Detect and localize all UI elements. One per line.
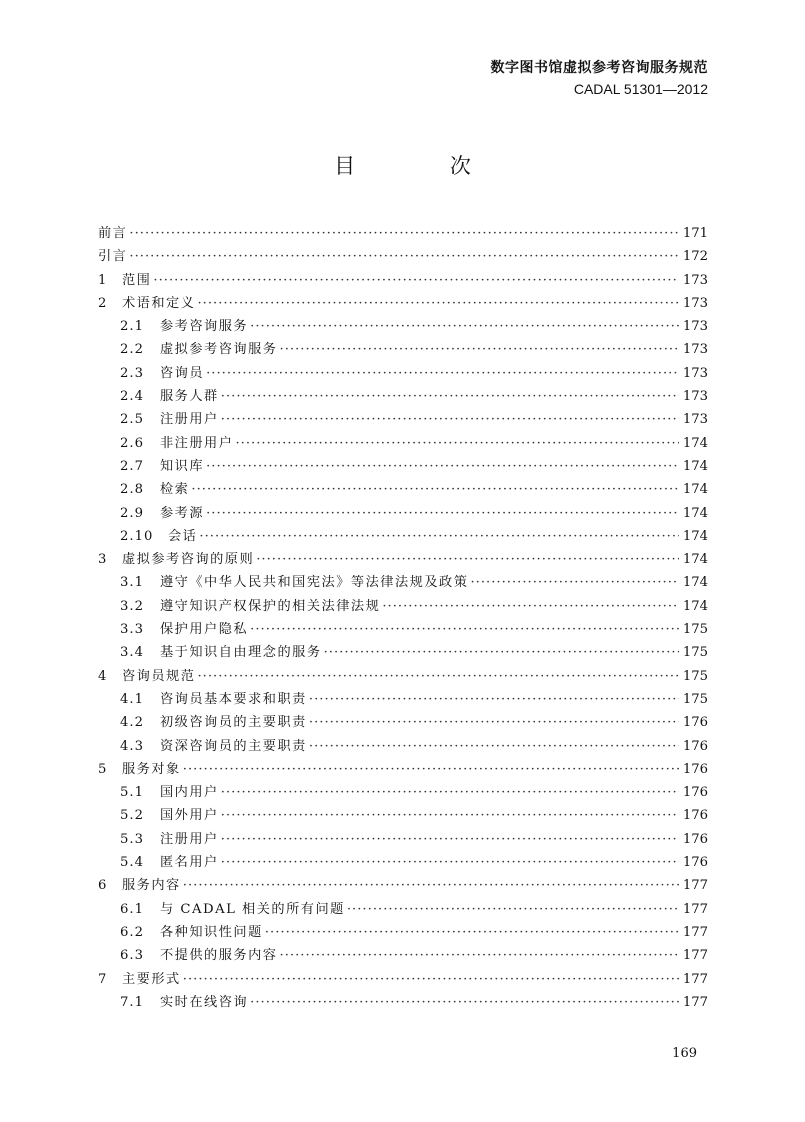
toc-entry[interactable]	[98, 315, 708, 338]
toc-entry-number: 3	[98, 552, 108, 568]
toc-leader-dots	[183, 968, 679, 991]
toc-entry-page: 174	[682, 598, 708, 614]
toc-entry[interactable]	[98, 968, 708, 991]
toc-leader-dots	[250, 315, 679, 338]
toc-leader-dots	[199, 525, 678, 548]
toc-entry-page: 171	[682, 226, 708, 241]
toc-entry-label: 会话	[168, 528, 198, 544]
toc-entry[interactable]	[98, 735, 708, 758]
toc-entry-label: 虚拟参考咨询服务	[160, 342, 278, 358]
toc-entry-number: 2	[98, 295, 108, 311]
toc-entry-number: 2.10	[120, 528, 154, 544]
toc-entry-label: 范围	[122, 272, 152, 288]
toc-entry-number: 3.3	[120, 622, 144, 638]
toc-entry-number: 2.1	[120, 319, 144, 335]
toc-entry-number: 2.8	[120, 482, 144, 498]
toc-entry-number: 3.4	[120, 645, 144, 661]
toc-entry[interactable]	[98, 851, 708, 874]
toc-entry-label: 非注册用户	[160, 435, 234, 451]
toc-entry[interactable]	[98, 571, 708, 594]
toc-entry-page: 175	[682, 645, 708, 661]
toc-entry-number: 3.2	[120, 598, 144, 614]
page-number: 169	[672, 1046, 697, 1061]
toc-entry-page: 174	[682, 575, 708, 591]
toc-entry-number: 7	[98, 971, 108, 987]
toc-leader-dots	[183, 758, 679, 781]
toc-entry-label: 保护用户隐私	[160, 622, 249, 638]
toc-entry-page: 174	[682, 505, 708, 521]
toc-entry-number: 4.1	[120, 691, 144, 707]
toc-entry[interactable]	[98, 641, 708, 664]
toc-leader-dots	[280, 944, 679, 967]
toc-entry-label: 服务内容	[122, 878, 181, 894]
toc-entry[interactable]	[98, 269, 708, 292]
toc-entry[interactable]	[98, 408, 708, 431]
toc-entry-label: 咨询员基本要求和职责	[160, 691, 307, 707]
toc-entry-label: 基于知识自由理念的服务	[160, 645, 322, 661]
toc-entry-page: 174	[682, 552, 708, 568]
toc-entry-label: 检索	[160, 482, 190, 498]
toc-leader-dots	[347, 898, 679, 921]
toc-entry-number: 4	[98, 668, 108, 684]
toc-entry-label: 参考咨询服务	[160, 319, 249, 335]
toc-entry[interactable]	[98, 898, 708, 921]
toc-entry-number: 2.6	[120, 435, 144, 451]
page-title: 目 次	[334, 154, 515, 178]
toc-entry[interactable]	[98, 385, 708, 408]
toc-entry-number: 5.2	[120, 808, 144, 824]
toc-entry[interactable]	[98, 548, 708, 571]
toc-entry-label: 与 CADAL 相关的所有问题	[160, 901, 345, 917]
toc-leader-dots	[470, 571, 678, 594]
toc-entry-number: 4.2	[120, 715, 144, 731]
toc-entry[interactable]	[98, 991, 708, 1014]
table-of-contents	[98, 222, 708, 1014]
toc-entry-number: 2.5	[120, 412, 144, 428]
toc-entry-label: 实时在线咨询	[160, 994, 249, 1010]
toc-entry-number: 5.3	[120, 831, 144, 847]
toc-entry-label: 遵守知识产权保护的相关法律法规	[160, 598, 381, 614]
toc-entry-page: 173	[682, 342, 708, 358]
toc-entry-page: 174	[682, 458, 708, 474]
toc-entry-number: 7.1	[120, 994, 144, 1010]
toc-leader-dots	[221, 408, 679, 431]
toc-entry-page: 176	[682, 715, 708, 731]
toc-entry[interactable]	[98, 292, 708, 315]
toc-leader-dots	[250, 991, 679, 1014]
document-code: CADAL 51301—2012	[573, 81, 708, 97]
toc-entry-page: 177	[682, 924, 708, 940]
toc-entry-page: 177	[682, 901, 708, 917]
toc-entry-label: 各种知识性问题	[160, 924, 263, 940]
toc-entry-label: 不提供的服务内容	[160, 948, 278, 964]
toc-entry-number: 3.1	[120, 575, 144, 591]
toc-entry[interactable]	[98, 874, 708, 897]
toc-entry[interactable]	[98, 525, 708, 548]
toc-entry-label: 服务人群	[160, 389, 219, 405]
toc-entry-page: 173	[682, 365, 708, 381]
toc-leader-dots	[256, 548, 679, 571]
toc-entry[interactable]	[98, 595, 708, 618]
toc-leader-dots	[221, 828, 679, 851]
toc-entry-number: 6.3	[120, 948, 144, 964]
toc-entry[interactable]	[98, 665, 708, 688]
toc-entry-label: 国内用户	[160, 785, 219, 801]
toc-entry-number: 6	[98, 878, 108, 894]
toc-entry[interactable]	[98, 245, 708, 268]
toc-entry-number: 6.2	[120, 924, 144, 940]
toc-entry[interactable]	[98, 944, 708, 967]
toc-entry-page: 173	[682, 272, 708, 288]
toc-entry[interactable]	[98, 921, 708, 944]
toc-entry-number: 5	[98, 761, 108, 777]
toc-entry-page: 173	[682, 389, 708, 405]
toc-entry-page: 177	[682, 971, 708, 987]
toc-entry-number: 2.4	[120, 389, 144, 405]
toc-entry-page: 177	[682, 948, 708, 964]
toc-entry[interactable]	[98, 711, 708, 734]
toc-entry[interactable]	[98, 432, 708, 455]
toc-leader-dots	[324, 641, 679, 664]
toc-entry-page: 173	[682, 319, 708, 335]
toc-entry-page: 176	[682, 855, 708, 871]
toc-leader-dots	[309, 688, 679, 711]
toc-entry-label: 注册用户	[160, 831, 219, 847]
toc-entry-label: 初级咨询员的主要职责	[160, 715, 307, 731]
toc-entry[interactable]	[98, 222, 708, 245]
toc-leader-dots	[309, 735, 679, 758]
toc-leader-dots	[197, 665, 678, 688]
toc-entry[interactable]	[98, 478, 708, 501]
toc-entry-number: 2.2	[120, 342, 144, 358]
toc-entry[interactable]	[98, 781, 708, 804]
toc-leader-dots	[153, 269, 678, 292]
toc-entry-label: 引言	[98, 249, 128, 265]
toc-entry-page: 176	[682, 738, 708, 754]
toc-leader-dots	[265, 921, 679, 944]
toc-leader-dots	[221, 781, 679, 804]
toc-entry[interactable]	[98, 618, 708, 641]
toc-entry-page: 175	[682, 622, 708, 638]
toc-entry-number: 6.1	[120, 901, 144, 917]
toc-entry-label: 前言	[98, 226, 128, 241]
toc-entry[interactable]	[98, 758, 708, 781]
toc-entry-page: 177	[682, 994, 708, 1010]
toc-entry-page: 173	[682, 412, 708, 428]
toc-leader-dots	[206, 502, 679, 525]
toc-leader-dots	[129, 245, 678, 268]
toc-entry[interactable]	[98, 502, 708, 525]
toc-entry[interactable]	[98, 455, 708, 478]
toc-entry-label: 注册用户	[160, 412, 219, 428]
document-title: 数字图书馆虚拟参考咨询服务规范	[490, 60, 708, 76]
toc-entry-page: 176	[682, 808, 708, 824]
toc-entry[interactable]	[98, 338, 708, 361]
toc-entry-page: 176	[682, 761, 708, 777]
toc-leader-dots	[280, 338, 679, 361]
toc-leader-dots	[221, 804, 679, 827]
toc-entry-page: 174	[682, 528, 708, 544]
toc-entry-page: 177	[682, 878, 708, 894]
toc-entry-page: 175	[682, 691, 708, 707]
toc-entry-page: 176	[682, 831, 708, 847]
toc-entry[interactable]	[98, 362, 708, 385]
toc-leader-dots	[309, 711, 679, 734]
toc-entry-label: 知识库	[160, 458, 205, 474]
toc-entry-number: 4.3	[120, 738, 144, 754]
toc-entry-number: 2.7	[120, 458, 144, 474]
toc-leader-dots	[221, 385, 679, 408]
toc-entry[interactable]	[98, 828, 708, 851]
toc-entry-label: 遵守《中华人民共和国宪法》等法律法规及政策	[160, 575, 469, 591]
toc-entry-number: 2.3	[120, 365, 144, 381]
toc-entry-label: 参考源	[160, 505, 205, 521]
toc-entry-number: 5.1	[120, 785, 144, 801]
toc-leader-dots	[206, 455, 679, 478]
toc-entry-label: 国外用户	[160, 808, 219, 824]
toc-entry-number: 1	[98, 272, 108, 288]
toc-leader-dots	[129, 222, 678, 245]
toc-entry-label: 资深咨询员的主要职责	[160, 738, 307, 754]
toc-entry-page: 174	[682, 435, 708, 451]
toc-leader-dots	[206, 362, 679, 385]
toc-leader-dots	[183, 874, 679, 897]
toc-entry-number: 5.4	[120, 855, 144, 871]
toc-leader-dots	[191, 478, 678, 501]
toc-entry-label: 咨询员规范	[122, 668, 196, 684]
toc-entry-page: 173	[682, 295, 708, 311]
toc-leader-dots	[250, 618, 679, 641]
toc-leader-dots	[197, 292, 678, 315]
toc-entry-label: 咨询员	[160, 365, 205, 381]
toc-entry-label: 匿名用户	[160, 855, 219, 871]
toc-entry-page: 174	[682, 482, 708, 498]
toc-entry-label: 术语和定义	[122, 295, 196, 311]
toc-entry-page: 176	[682, 785, 708, 801]
toc-leader-dots	[221, 851, 679, 874]
toc-entry-label: 虚拟参考咨询的原则	[122, 552, 255, 568]
toc-entry-label: 服务对象	[122, 761, 181, 777]
toc-leader-dots	[382, 595, 679, 618]
toc-entry[interactable]	[98, 688, 708, 711]
toc-entry[interactable]	[98, 804, 708, 827]
toc-entry-page: 172	[682, 249, 708, 265]
toc-entry-page: 175	[682, 668, 708, 684]
toc-leader-dots	[235, 432, 678, 455]
toc-entry-label: 主要形式	[122, 971, 181, 987]
toc-entry-number: 2.9	[120, 505, 144, 521]
